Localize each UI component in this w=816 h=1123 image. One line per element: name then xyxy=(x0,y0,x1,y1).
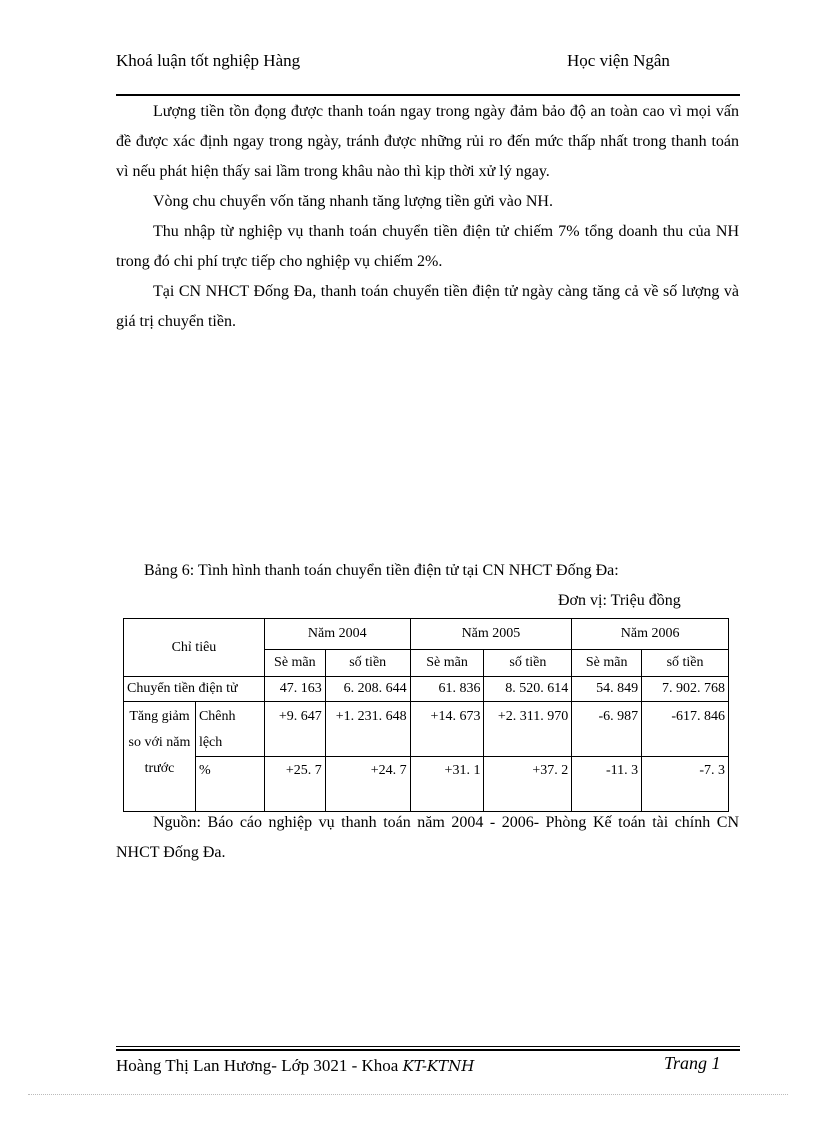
table-cell: +1. 231. 648 xyxy=(325,702,410,757)
subheader-so-mon: Sè mãn xyxy=(410,650,484,677)
row-label: Chênh lệch xyxy=(195,702,264,757)
row-label: % xyxy=(195,757,264,812)
subheader-so-tien: số tiền xyxy=(325,650,410,677)
header-right: Học viện Ngân xyxy=(567,51,670,70)
footer-rule xyxy=(116,1049,740,1051)
table-row xyxy=(124,757,729,812)
table-cell: -11. 3 xyxy=(572,757,642,812)
table-cell: -617. 846 xyxy=(642,702,729,757)
table-cell: -7. 3 xyxy=(642,757,729,812)
paragraph: Tại CN NHCT Đống Đa, thanh toán chuyển tiền điện tử ngày càng tăng cả về số lượng và giá trị chuyển tiền. xyxy=(116,283,739,330)
table-cell: 8. 520. 614 xyxy=(484,677,572,702)
subheader-so-mon: Sè mãn xyxy=(572,650,642,677)
header-year: Năm 2006 xyxy=(572,619,729,650)
group-label: Tăng giảm so với năm trước xyxy=(124,702,196,812)
footer-khoa: KT-KTNH xyxy=(402,1057,475,1075)
footer-rule xyxy=(116,1046,740,1047)
paragraph: Lượng tiền tồn đọng được thanh toán ngay trong ngày đảm bảo độ an toàn cao vì mọi vấn đề được xác định ngay trong ngày, tránh được những rủi ro đến mức thấp nhất trong thanh toán vì nếu phát hiện thấy sai lầm trong khâu nào thì kịp thời xử lý ngay. xyxy=(116,103,739,180)
table-cell: 7. 902. 768 xyxy=(642,677,729,702)
header-left: Khoá luận tốt nghiệp Hàng xyxy=(116,51,301,70)
table-cell: +9. 647 xyxy=(264,702,325,757)
table-row xyxy=(124,702,729,757)
table-cell: 47. 163 xyxy=(264,677,325,702)
header-year: Năm 2005 xyxy=(410,619,572,650)
table-cell: -6. 987 xyxy=(572,702,642,757)
header-chi-tieu: Chỉ tiêu xyxy=(124,619,265,677)
source-note xyxy=(116,808,739,868)
table-unit: Đơn vị: Triệu đồng xyxy=(558,592,681,609)
header-rule xyxy=(116,94,740,96)
subheader-so-tien: số tiền xyxy=(484,650,572,677)
row-label: Chuyển tiền điện tử xyxy=(124,677,265,702)
body-text xyxy=(116,97,739,337)
table-caption: Bảng 6: Tình hình thanh toán chuyển tiền điện tử tại CN NHCT Đống Đa: xyxy=(144,562,619,579)
table-cell: +24. 7 xyxy=(325,757,410,812)
subheader-so-tien: số tiền xyxy=(642,650,729,677)
paragraph: Thu nhập từ nghiệp vụ thanh toán chuyển tiền điện tử chiếm 7% tổng doanh thu của NH trong đó chi phí trực tiếp cho nghiệp vụ chiếm 2%. xyxy=(116,223,739,270)
subheader-so-mon: Sè mãn xyxy=(264,650,325,677)
page-number: Trang 1 xyxy=(664,1053,721,1073)
table-cell: +31. 1 xyxy=(410,757,484,812)
table-cell: +37. 2 xyxy=(484,757,572,812)
table-cell: 6. 208. 644 xyxy=(325,677,410,702)
source-text: Nguồn: Báo cáo nghiệp vụ thanh toán năm 2004 - 2006- Phòng Kế toán tài chính CN NHCT Đống Đa. xyxy=(116,814,739,861)
paragraph: Vòng chu chuyển vốn tăng nhanh tăng lượng tiền gửi vào NH. xyxy=(153,193,553,210)
table-cell: +25. 7 xyxy=(264,757,325,812)
header-year: Năm 2004 xyxy=(264,619,410,650)
table-row xyxy=(124,677,729,702)
table-cell: +2. 311. 970 xyxy=(484,702,572,757)
table-cell: +14. 673 xyxy=(410,702,484,757)
footer-author: Hoàng Thị Lan Hương- Lớp 3021 - Khoa xyxy=(116,1056,399,1075)
table-header-row xyxy=(124,619,729,650)
table-cell: 61. 836 xyxy=(410,677,484,702)
data-table xyxy=(123,618,729,812)
footer-left xyxy=(116,1055,474,1077)
table-cell: 54. 849 xyxy=(572,677,642,702)
page-edge xyxy=(28,1094,788,1095)
